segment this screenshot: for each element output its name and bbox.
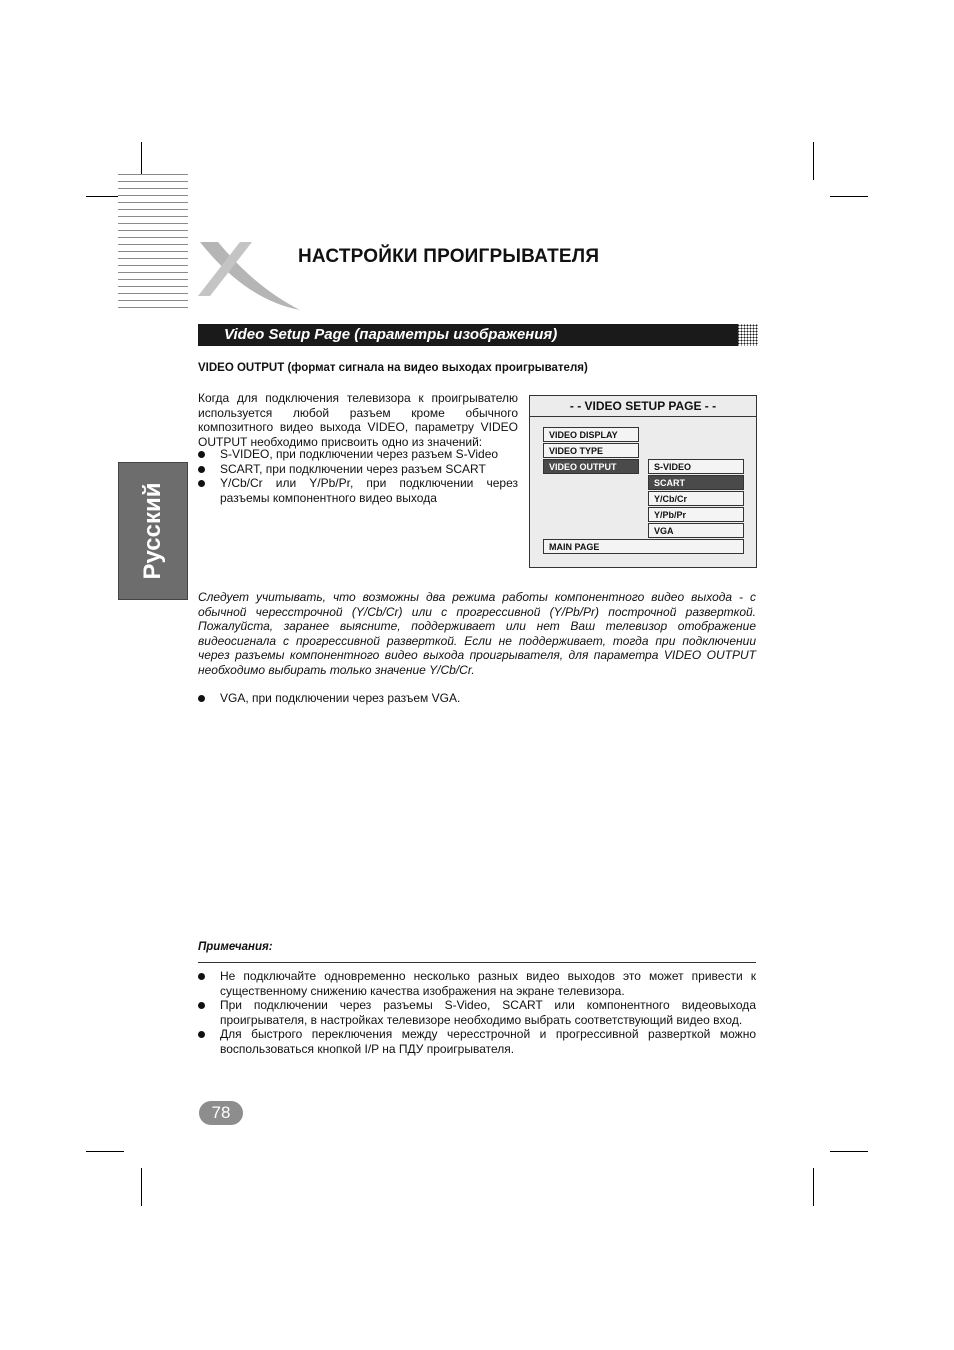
x-logo-icon (196, 238, 302, 312)
section-header (198, 324, 758, 346)
menu-item-main-page[interactable]: MAIN PAGE (543, 539, 744, 554)
menu-title: - - VIDEO SETUP PAGE - - (530, 396, 756, 417)
header-stripes (118, 174, 188, 312)
italic-note: Следует учитывать, что возможны два режима работы компонентного видео выхода - с обычной чересстрочной (Y/Cb/Cr) или с прогрессивной (Y/Pb/Pr) построчной разверткой. Пожалуйста, заранее выясните, поддерживает или нет Ваш телевизор отображение видеосигнала с прогрессивной разверткой. Если не поддерживает, тогда при подключении через разъемы компонентного видео выхода проигрывателя, для параметра VIDEO OUTPUT необходимо выбирать только значение Y/Cb/Cr. (198, 590, 756, 677)
list-item: Для быстрого переключения между чересстрочной и прогрессивной разверткой можно воспользоваться кнопкой I/P на ПДУ проигрывателя. (198, 1027, 756, 1056)
submenu-item-ypbpr[interactable]: Y/Pb/Pr (648, 507, 744, 522)
language-tab-label: Русский (139, 482, 166, 580)
notes-divider (198, 962, 756, 963)
menu-item-video-output[interactable]: VIDEO OUTPUT (543, 459, 639, 474)
section-title: Video Setup Page (параметры изображения) (224, 326, 558, 343)
list-item: VGA, при подключении через разъем VGA. (198, 691, 756, 706)
setup-menu-panel (529, 395, 757, 568)
intro-paragraph: Когда для подключения телевизора к проигрывателю используется любой разъем кроме обычного композитного видео выхода VIDEO, параметру VIDEO OUTPUT необходимо присвоить одно из значений: (198, 391, 518, 449)
crop-mark (813, 1168, 814, 1206)
submenu-item-s-video[interactable]: S-VIDEO (648, 459, 744, 474)
page-title: НАСТРОЙКИ ПРОИГРЫВАТЕЛЯ (298, 246, 600, 267)
crop-mark (141, 1168, 142, 1206)
list-item: S-VIDEO, при подключении через разъем S-Video (198, 447, 518, 462)
list-item: Не подключайте одновременно несколько разных видео выходов это может привести к существенному снижению качества изображения на экране телевизора. (198, 969, 756, 998)
list-item: Y/Cb/Cr или Y/Pb/Pr, при подключении через разъемы компонентного видео выхода (198, 476, 518, 505)
submenu-item-scart[interactable]: SCART (648, 475, 744, 490)
notes-list (198, 969, 756, 1056)
crop-mark (86, 1151, 124, 1152)
list-item: SCART, при подключении через разъем SCART (198, 462, 518, 477)
vga-list (198, 691, 756, 706)
options-list (198, 447, 518, 505)
submenu-item-vga[interactable]: VGA (648, 523, 744, 538)
notes-heading: Примечания: (198, 941, 273, 953)
menu-item-video-type[interactable]: VIDEO TYPE (543, 443, 639, 458)
menu-item-video-display[interactable]: VIDEO DISPLAY (543, 427, 639, 442)
subheading: VIDEO OUTPUT (формат сигнала на видео выходах проигрывателя) (198, 362, 588, 374)
page-number: 78 (199, 1101, 243, 1125)
crop-mark (830, 196, 868, 197)
language-tab (118, 462, 188, 600)
crop-mark (813, 142, 814, 180)
list-item: При подключении через разъемы S-Video, SCART или компонентного видеовыхода проигрывателя, в настройках телевизоре необходимо выбрать соответствующий видео вход. (198, 998, 756, 1027)
crop-mark (830, 1151, 868, 1152)
submenu-item-ycbcr[interactable]: Y/Cb/Cr (648, 491, 744, 506)
